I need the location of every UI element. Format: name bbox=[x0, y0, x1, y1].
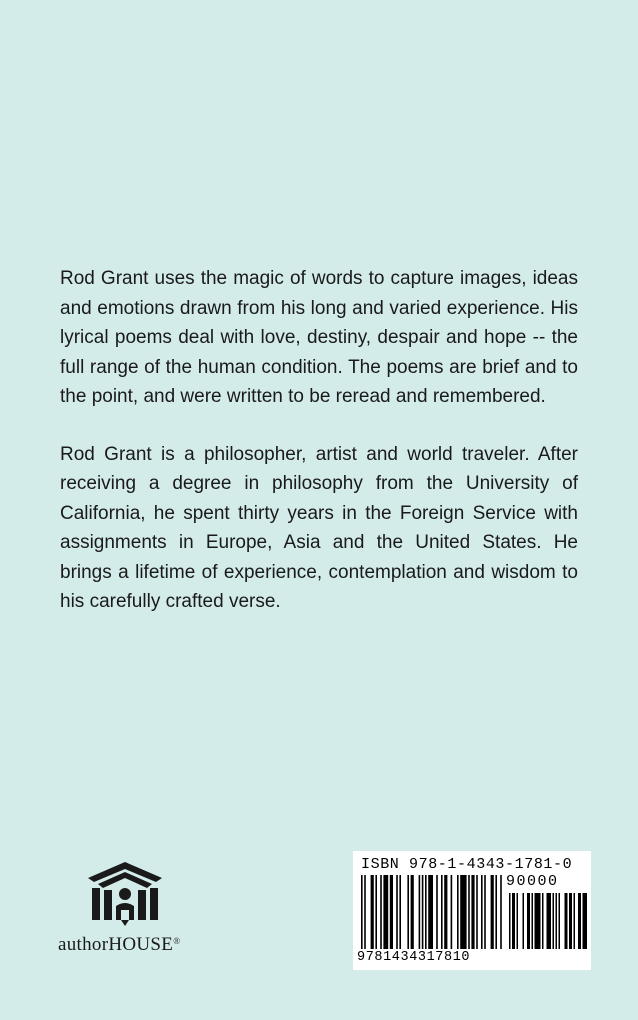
back-cover-blurb bbox=[60, 264, 578, 617]
isbn-barcode bbox=[353, 851, 591, 970]
ean-digits: 9781434317810 bbox=[357, 950, 471, 965]
publisher-name: authorHOUSE® bbox=[58, 934, 181, 955]
blurb-paragraph-1: Rod Grant uses the magic of words to capture images, ideas and emotions drawn from his long and varied experience. His lyrical poems deal with love, destiny, despair and hope -- the full range of the human condition. The poems are brief and to the point, and were written to be reread and remembered. bbox=[60, 268, 578, 407]
blurb-paragraph-2: Rod Grant is a philosopher, artist and world traveler. After receiving a degree in philosophy from the University of California, he spent thirty years in the Foreign Service with assignments in Europe, Asia and the United States. He brings a lifetime of experience, contemplation and wisdom to his carefully crafted verse. bbox=[60, 443, 578, 612]
price-code: 90000 bbox=[506, 873, 559, 890]
publisher-logo bbox=[58, 860, 198, 960]
isbn-label: ISBN 978-1-4343-1781-0 bbox=[361, 856, 573, 873]
authorhouse-building-icon bbox=[86, 860, 164, 928]
